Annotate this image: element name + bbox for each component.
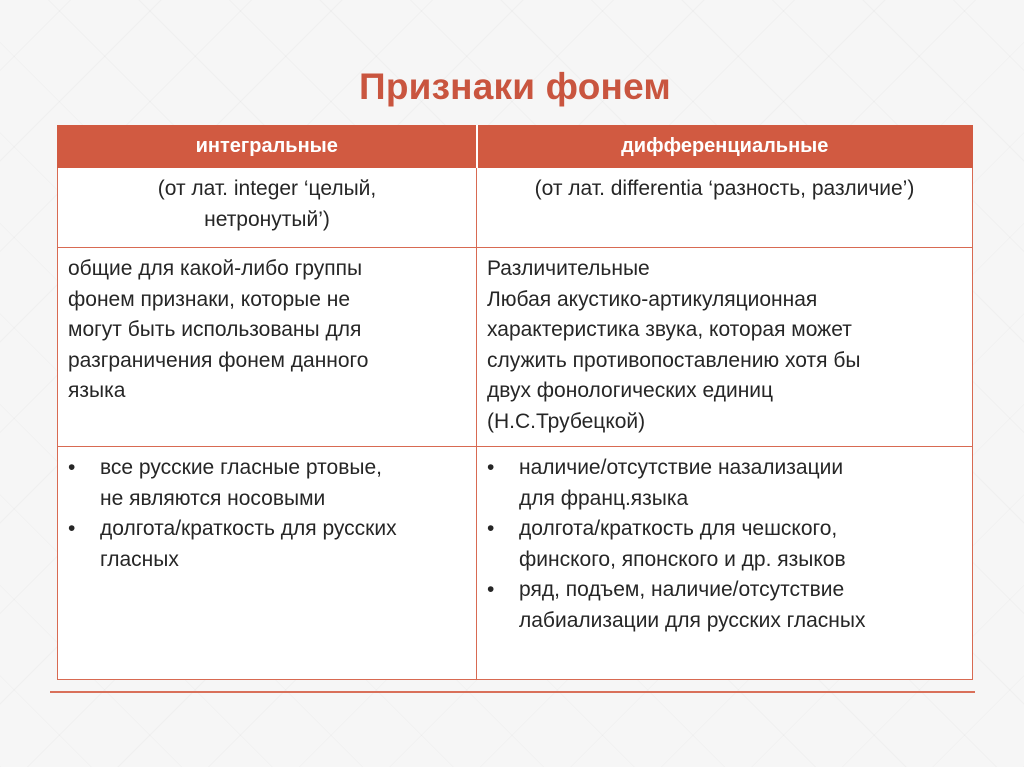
header-integral: интегральные: [58, 126, 477, 168]
origin-differential-line: (от лат. differentia ‘разность, различие’): [534, 177, 915, 200]
list-item-line: все русские гласные ртовые,: [100, 456, 382, 479]
definition-integral-line: фонем признаки, которые не: [68, 287, 351, 311]
examples-differential-cell: [477, 447, 973, 680]
definition-differential-line: характеристика звука, которая может: [487, 318, 852, 341]
definition-differential-line: двух фонологических единиц: [487, 379, 774, 402]
bullet-icon: •: [68, 517, 76, 540]
list-item-line: ряд, подъем, наличие/отсутствие: [519, 578, 845, 601]
header-differential: дифференциальные: [477, 126, 973, 168]
definition-differential-line: (Н.С.Трубецкой): [487, 409, 646, 433]
list-item-line: гласных: [100, 547, 179, 571]
bullet-icon: •: [487, 517, 495, 540]
list-item-line: не являются носовыми: [100, 486, 326, 510]
list-item-line: долгота/краткость для чешского,: [519, 517, 838, 540]
definition-differential-line: служить противопоставлению хотя бы: [487, 348, 861, 372]
list-item: [68, 514, 466, 575]
footer-divider: [50, 691, 975, 693]
definition-integral-line: могут быть использованы для: [68, 318, 362, 341]
origin-integral-cell: [58, 168, 477, 248]
bullet-icon: •: [68, 456, 76, 479]
bullet-icon: •: [487, 456, 495, 479]
table-header-row: [58, 126, 973, 168]
list-item: [487, 575, 962, 636]
definition-integral-line: языка: [68, 379, 126, 402]
list-item: [68, 453, 466, 514]
definition-differential-line: Различительные: [487, 257, 650, 280]
bullet-icon: •: [487, 578, 495, 601]
examples-integral-list: [68, 453, 466, 575]
list-item-line: для франц.языка: [519, 486, 689, 510]
definition-differential-cell: [477, 248, 973, 447]
list-item-line: наличие/отсутствие назализации: [519, 456, 844, 479]
list-item: [487, 514, 962, 575]
definition-differential-line: Любая акустико-артикуляционная: [487, 287, 818, 311]
phoneme-features-table: [57, 125, 973, 680]
definition-integral-cell: [58, 248, 477, 447]
examples-row: [58, 447, 973, 680]
origin-integral-line: (от лат. integer ‘целый,: [157, 177, 377, 200]
list-item-line: финского, японского и др. языков: [519, 547, 846, 571]
definition-integral-line: разграничения фонем данного: [68, 348, 369, 372]
slide-title: Признаки фонем: [359, 66, 671, 107]
origin-differential-cell: [477, 168, 973, 248]
list-item-line: долгота/краткость для русских: [100, 517, 397, 540]
list-item-line: лабиализации для русских гласных: [519, 608, 866, 632]
origin-row: [58, 168, 973, 248]
origin-integral-line: нетронутый’): [204, 207, 330, 231]
definition-integral-line: общие для какой-либо группы: [68, 257, 363, 280]
examples-integral-cell: [58, 447, 477, 680]
examples-differential-list: [487, 453, 962, 636]
definition-row: [58, 248, 973, 447]
list-item: [487, 453, 962, 514]
